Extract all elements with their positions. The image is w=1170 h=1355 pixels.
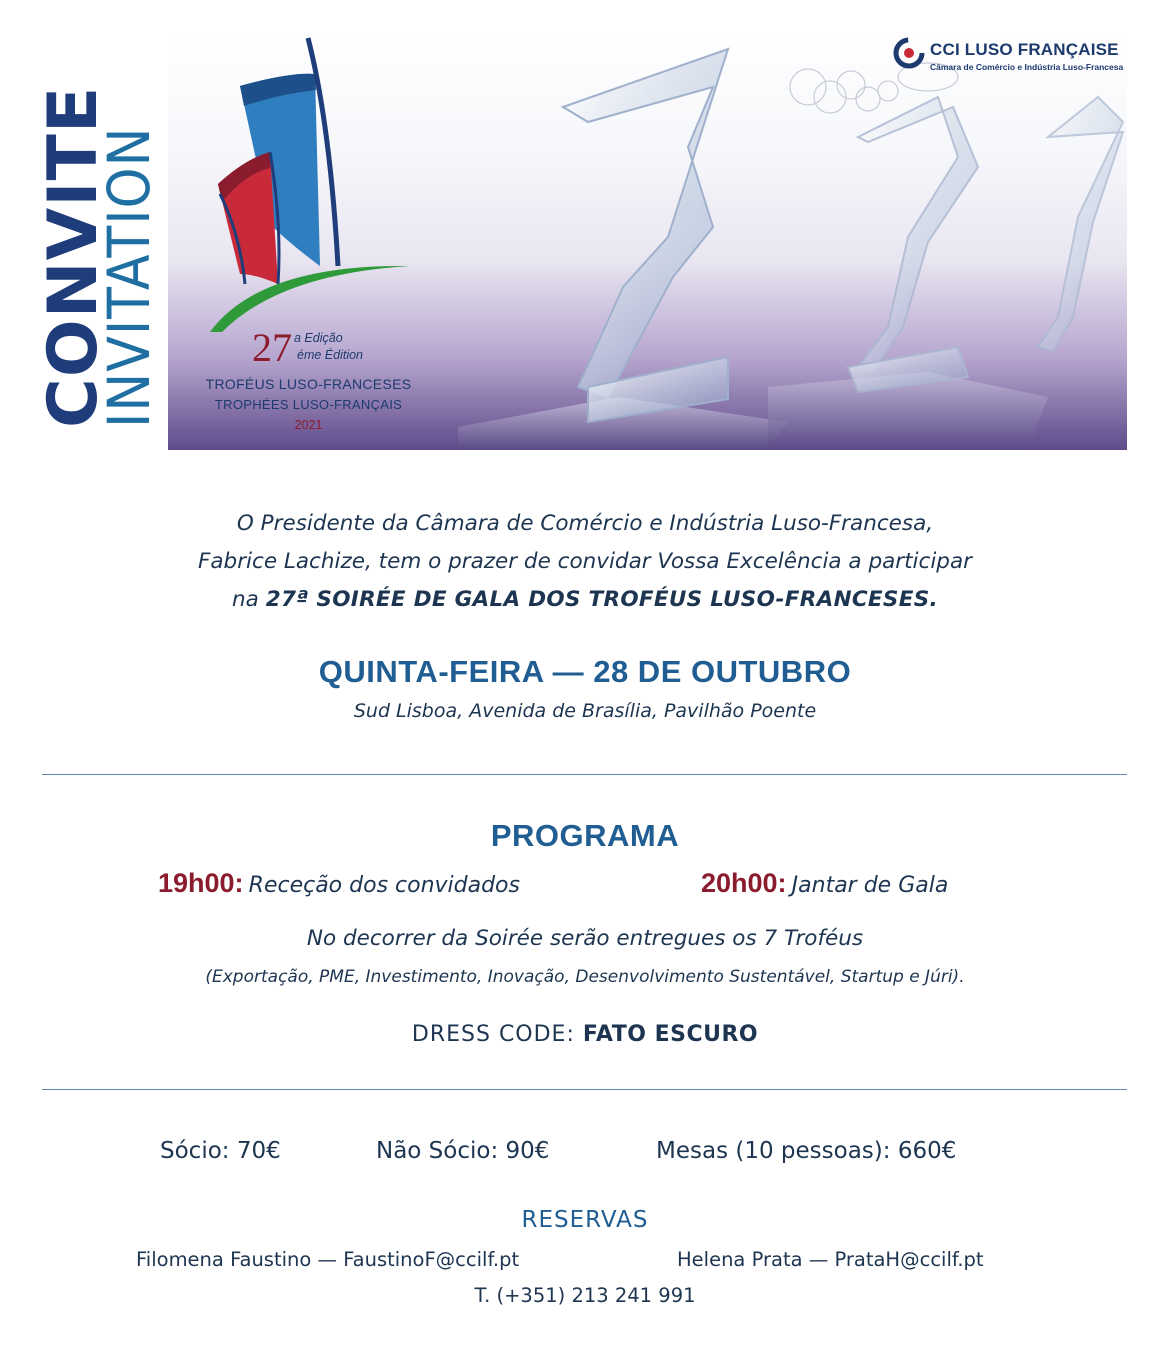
invitation-text [0,505,1170,619]
title-convite: CONVITE [34,85,113,428]
divider [42,774,1127,775]
program-label: Jantar de Gala [791,873,949,898]
event-date: QUINTA-FEIRA — 28 DE OUTUBRO [318,654,852,689]
invitation-line-1: O Presidente da Câmara de Comércio e Indústria Luso-Francesa, [236,511,934,536]
edition-label-pt: a Edição [294,331,343,345]
program-item [701,868,948,899]
edition-logo-icon [200,34,420,334]
cci-logo-icon [893,37,925,73]
vertical-title [34,85,163,428]
contact-faustino[interactable]: Filomena Faustino — FaustinoF@ccilf.pt [136,1248,520,1271]
trophies-title-pt: TROFÉUS LUSO-FRANCESES [205,376,412,392]
program-title: PROGRAMA [490,818,680,853]
invitation-line-2: Fabrice Lachize, tem o prazer de convidar Vossa Excelência a participar [198,549,972,574]
program-item [158,868,520,899]
contact-prata[interactable]: Helena Prata — PrataH@ccilf.pt [677,1248,984,1271]
divider [42,1089,1127,1090]
dress-code [0,1022,1170,1047]
price-non-member: Não Sócio: 90€ [376,1138,550,1164]
cci-brand [930,40,1123,72]
edition-label-fr: éme Édition [297,348,364,362]
cci-brand-name: CCI LUSO FRANÇAISE [930,40,1119,59]
cci-brand-subtitle: Câmara de Comércio e Indústria Luso-Francesa [930,62,1124,72]
dress-code-label: DRESS CODE: [411,1022,583,1047]
price-tables: Mesas (10 pessoas): 660€ [656,1138,957,1164]
dress-code-value: FATO ESCURO [582,1022,759,1047]
price-member: Sócio: 70€ [160,1138,281,1164]
invitation-line-3-prefix: na [232,587,266,612]
phone-number[interactable]: T. (+351) 213 241 991 [474,1284,696,1307]
edition-number: 27 [252,325,292,370]
program-time: 20h00: [701,868,787,898]
edition-year: 2021 [294,418,323,432]
trophies-title-fr: TROPHÉES LUSO-FRANÇAIS [214,397,403,412]
awards-list: (Exportação, PME, Investimento, Inovação, Desenvolvimento Sustentável, Startup e Júri). [205,967,965,987]
invitation-line-3 [0,581,1170,619]
reservations-title: RESERVAS [521,1207,649,1233]
program-time: 19h00: [158,868,244,898]
awards-line: No decorrer da Soirée serão entregues os 7 Troféus [306,926,864,951]
program-label: Receção dos convidados [248,873,520,898]
gala-name: 27ª SOIRÉE DE GALA DOS TROFÉUS LUSO-FRANCESES. [265,587,938,612]
event-venue: Sud Lisboa, Avenida de Brasília, Pavilhão Poente [353,700,817,722]
title-invitation: INVITATION [95,126,163,428]
